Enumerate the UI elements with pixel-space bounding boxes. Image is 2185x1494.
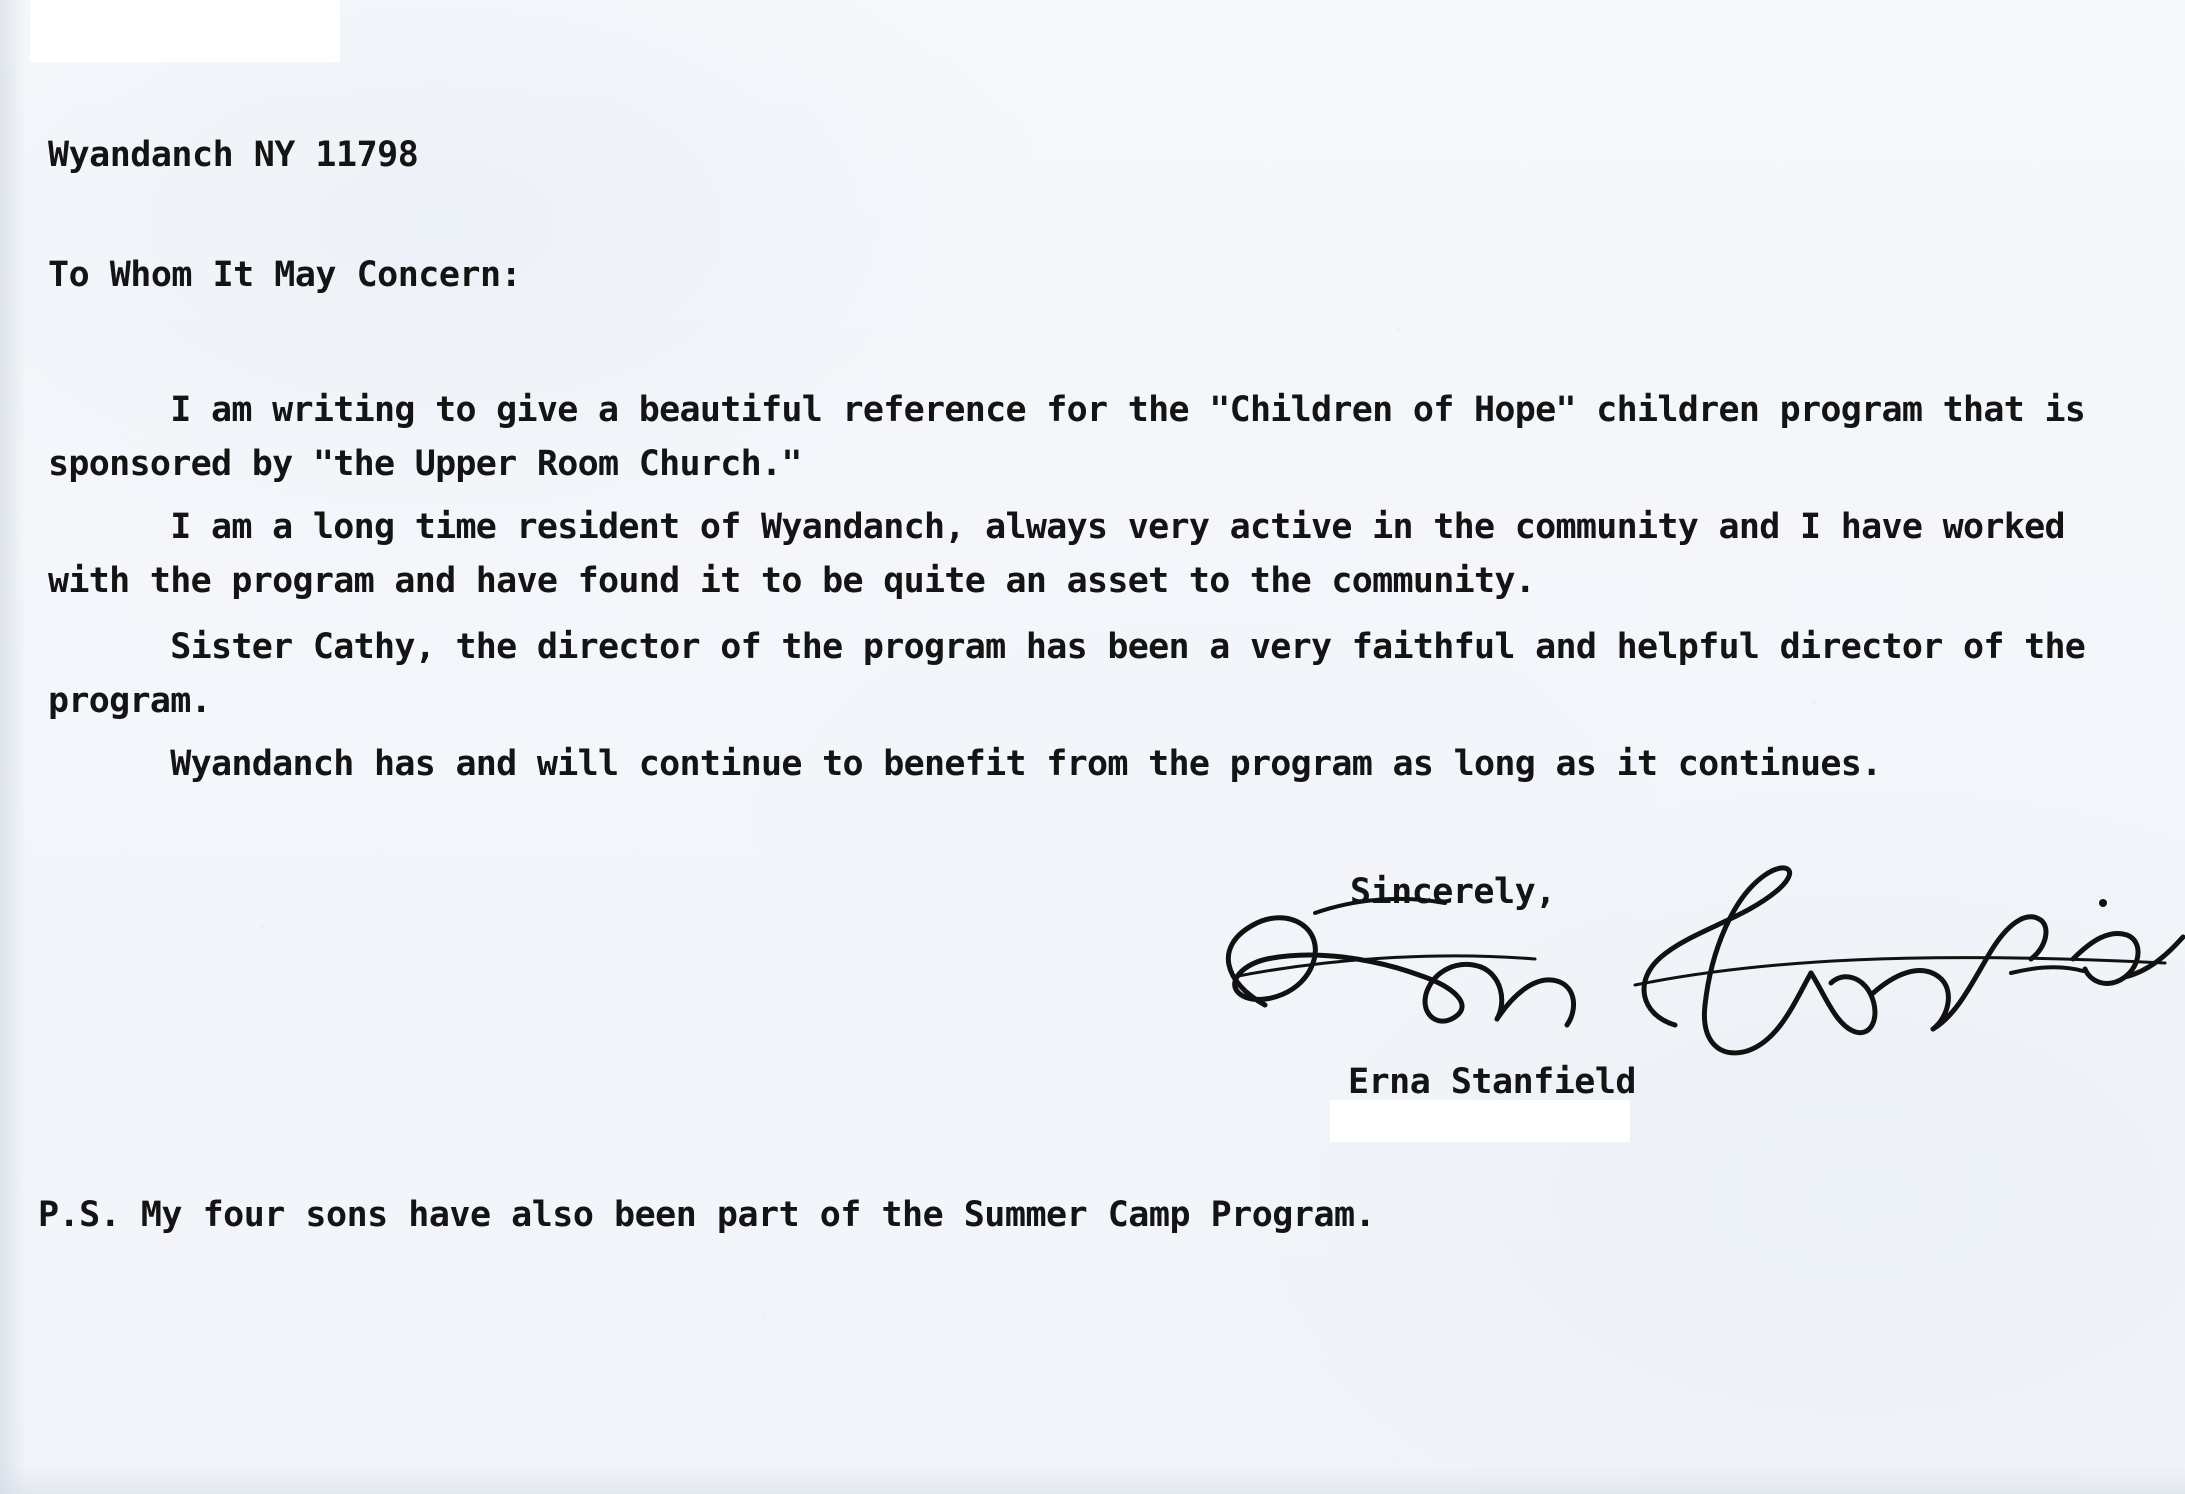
body-paragraph-1: I am writing to give a beautiful reference for the "Children of Hope" children program that is sponsored by "the Upper Room Church." xyxy=(48,390,2106,484)
body-paragraph-3: Sister Cathy, the director of the program has been a very faithful and helpful director of the program. xyxy=(48,627,2106,721)
closing-salutation: Sincerely, xyxy=(1350,872,1556,912)
salutation: To Whom It May Concern: xyxy=(48,255,522,295)
whiteout-block-signature xyxy=(1330,1100,1630,1142)
body-paragraph-2: I am a long time resident of Wyandanch, always very active in the community and I have worked with the program and have found it to be quite an asset to the community. xyxy=(48,507,2086,601)
body-paragraph-4: Wyandanch has and will continue to benefit from the program as long as it continues. xyxy=(48,744,1882,784)
postscript-line: P.S. My four sons have also been part of the Summer Camp Program. xyxy=(38,1195,1376,1235)
sender-address-line: Wyandanch NY 11798 xyxy=(48,135,419,175)
whiteout-block-top xyxy=(30,0,340,62)
signer-printed-name: Erna Stanfield xyxy=(1348,1062,1637,1102)
